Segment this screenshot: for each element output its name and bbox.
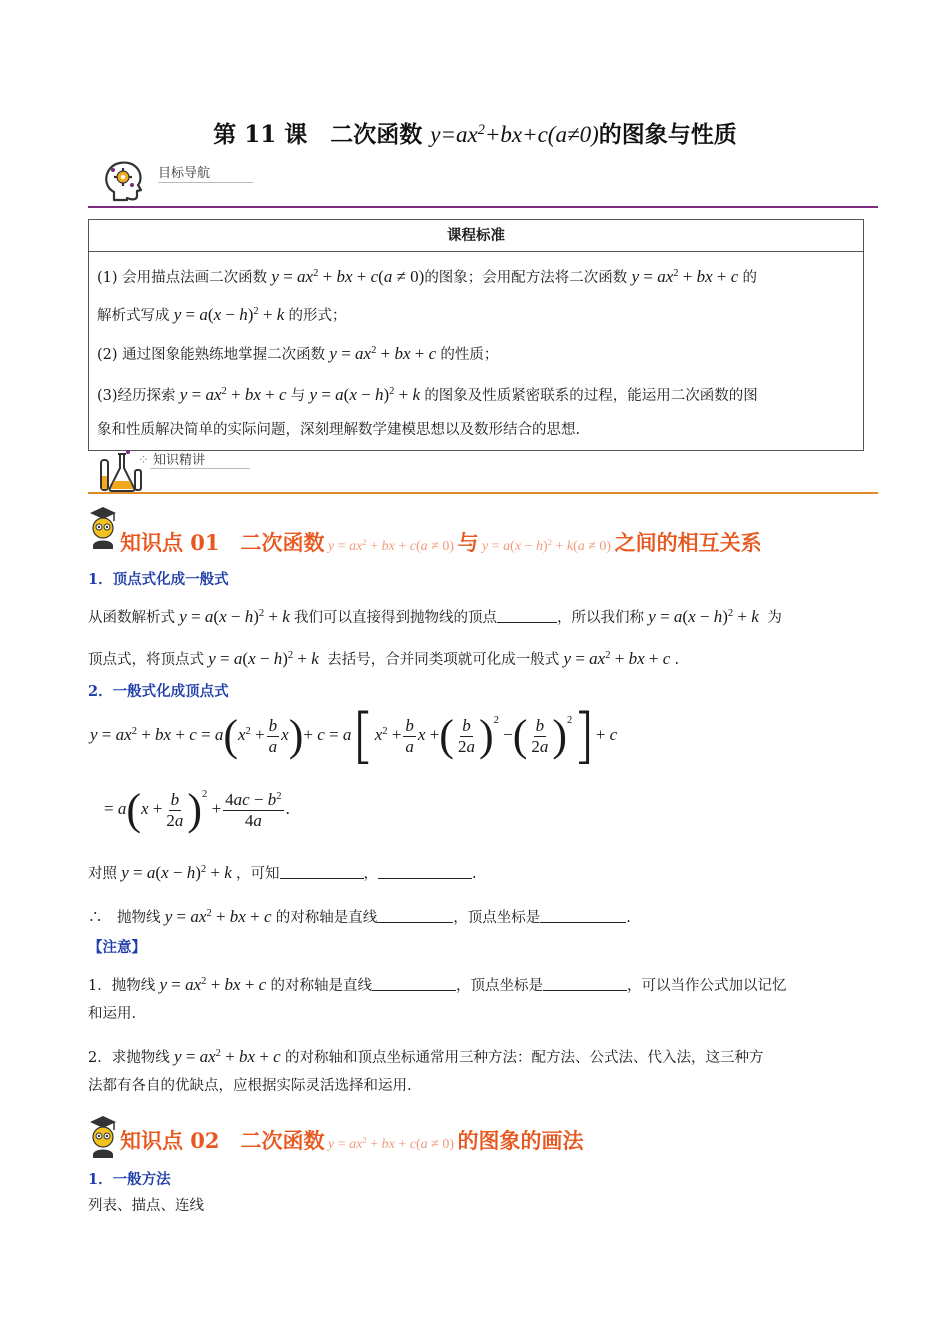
table-body: (1) 会用描点法画二次函数 $y = ax^2$ + bx + c(a ≠ 0)的图象；会用配方法将二次函数 $y = ax^2$ + bx + c 的 解析式写成 $y = a(x - h)^2 + k$ 的形式； (2) 通过图象能熟练地掌握二次函数 $y = ax^2$ + bx + c 的性质； (3)经历探索 $y = ax^2$ + bx + c 与 $y = a(x - h)^2 + k$ 的图象及性质紧密联系的过程，能运用二次函数的图 象和性质解决简单的实际问题，深刻理解数学建模思想以及数形结合的思想. xyxy=(89,252,864,451)
subheading-general-to-vertex: 2．一般式化成顶点式 xyxy=(88,683,229,700)
answer-blank[interactable] xyxy=(378,866,472,879)
method-steps: 列表、描点、连线 xyxy=(88,1198,204,1214)
title-formula: $y=ax^2+bx+c(a\ne 0)$ xyxy=(430,122,599,147)
subheading-vertex-to-general: 1．顶点式化成一般式 xyxy=(88,571,229,588)
answer-blank[interactable] xyxy=(543,978,627,991)
note-1: 1．抛物线 $y = ax^2$ + bx + c 的对称轴是直线 ，顶点坐标是 ，可以当作公式加以记忆 xyxy=(88,975,787,994)
therefore-line: ∴ 抛物线 $y = ax^2$ + bx + c 的对称轴是直线 ，顶点坐标是 . xyxy=(88,907,631,926)
note-1-cont: 和运用. xyxy=(88,1006,137,1022)
note-label: 【注意】 xyxy=(88,939,146,956)
answer-blank[interactable] xyxy=(280,866,364,879)
knowledge-point-01-heading: 知识点 01 二次函数 $y = ax^2$ + bx + c(a ≠ 0) 与 $y = a(x - h)^2 + k(a \ne 0)$ 之间的相互关系 xyxy=(120,530,762,555)
answer-blank[interactable] xyxy=(377,910,453,923)
answer-blank[interactable] xyxy=(497,610,557,623)
knowledge-point-02-heading: 知识点 02 二次函数 $y = ax^2$ + bx + c(a ≠ 0) 的图象的画法 xyxy=(120,1128,584,1153)
graduate-icon xyxy=(86,503,120,551)
graduate-icon xyxy=(86,1112,120,1160)
note-2: 2．求抛物线 $y = ax^2$ + bx + c 的对称轴和顶点坐标通常用三种方法：配方法、公式法、代入法，这三种方 xyxy=(88,1047,764,1066)
paragraph-expand: 顶点式，将顶点式 $y = a(x - h)^2 + k$ 去括号，合并同类项就可化成一般式 $y = ax^2$ + bx + c . xyxy=(88,649,680,668)
nav-label-knowledge: ⁘ 知识精讲 xyxy=(138,453,206,468)
head-gear-icon xyxy=(100,158,146,204)
derivation-line-1: $y = ax^2$ + bx + $c = a(x^2$ + $\frac{b}{a}$ $x)+ c = a[x^2$ + $\frac{b}{a}$ x +( $\frac{b}{2a}$ )$^2$ −( $\frac{b}{2a}$ )$^2$]+ c xyxy=(90,701,618,771)
table-header: 课程标准 xyxy=(89,220,864,252)
comparison-line: 对照 $y = a(x - h)^2 + k$ ，可知 ， . xyxy=(88,863,477,882)
page-title: 第 11 课 二次函数 $y=ax^2+bx+c(a\ne 0)$的图象与性质 xyxy=(213,121,737,148)
curriculum-standard-table xyxy=(88,219,864,451)
nav-label-objectives: 目标导航 xyxy=(158,166,211,181)
note-2-cont: 法都有各自的优缺点，应根据实际灵活选择和运用. xyxy=(88,1078,412,1094)
section-divider-purple xyxy=(88,206,878,208)
answer-blank[interactable] xyxy=(372,978,456,991)
paragraph-vertex-form: 从函数解析式 $y = a(x - h)^2 + k$ 我们可以直接得到抛物线的顶点 ，所以我们称 $y = a(x - h)^2 + k$ 为 xyxy=(88,607,782,626)
section-divider-orange xyxy=(88,492,878,494)
nav-underline xyxy=(158,182,253,183)
subheading-general-method: 1．一般方法 xyxy=(88,1171,171,1188)
answer-blank[interactable] xyxy=(540,910,626,923)
derivation-line-2: = a(x + $\frac{b}{2a}$ )$^2$ + $\frac{4ac - b^2}{4a}$ . xyxy=(104,785,290,834)
nav-underline xyxy=(150,468,250,469)
